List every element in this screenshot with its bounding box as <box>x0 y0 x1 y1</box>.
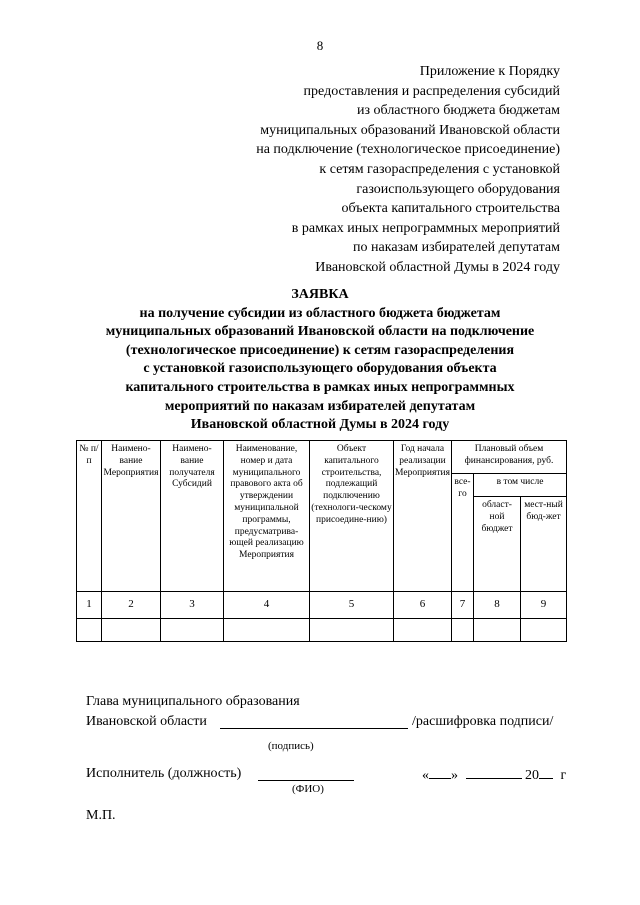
appendix-line: из областного бюджета бюджетам <box>357 103 560 119</box>
appendix-line: по наказам избирателей депутатам <box>353 240 560 256</box>
page-number: 8 <box>316 38 324 53</box>
appendix-line: газоиспользующего оборудования <box>356 181 560 197</box>
table-cell[interactable] <box>310 619 394 642</box>
column-number: 4 <box>224 592 310 619</box>
document-title <box>40 286 600 435</box>
head-region: Ивановской области <box>86 714 207 729</box>
header-event-name: Наимено-вание Мероприятия <box>102 441 161 592</box>
header-total: все-го <box>452 474 474 592</box>
header-recipient: Наимено-вание получателя Субсидий <box>161 441 224 592</box>
column-number: 5 <box>310 592 394 619</box>
appendix-line: Приложение к Порядку <box>419 64 560 79</box>
appendix-line: Ивановской областной Думы в 2024 году <box>315 259 560 275</box>
header-start-year: Год начала реализации Мероприятия <box>394 441 452 592</box>
table-cell[interactable] <box>394 619 452 642</box>
column-number: 8 <box>474 592 521 619</box>
executor-label: Исполнитель (должность) <box>86 766 242 781</box>
signature-decoding-label: /расшифровка подписи/ <box>412 714 554 729</box>
appendix-line: на подключение (технологическое присоединение) <box>256 142 560 158</box>
table-cell[interactable] <box>102 619 161 642</box>
appendix-line: муниципальных образований Ивановской области <box>260 122 560 138</box>
title-heading: ЗАЯВКА <box>291 287 349 302</box>
table-cell[interactable] <box>77 619 102 642</box>
column-number: 2 <box>102 592 161 619</box>
appendix-line: предоставления и распределения субсидий <box>303 83 560 99</box>
table-row-numbers <box>77 592 567 619</box>
header-object: Объект капитального строительства, подлежащий подключению (технологи-ческому присоедине-нию) <box>310 441 394 592</box>
header-including: в том числе <box>474 474 567 497</box>
stamp-place: М.П. <box>86 808 116 823</box>
column-number: 6 <box>394 592 452 619</box>
header-number: № п/п <box>77 441 102 592</box>
table-cell[interactable] <box>452 619 474 642</box>
date-field[interactable] <box>422 766 566 784</box>
date-quote-close: » <box>451 768 458 783</box>
fio-caption: (ФИО) <box>292 783 324 795</box>
header-legal-act: Наименование, номер и дата муниципального правового акта об утверждении муниципальной программы, предусматрива-ющей реализацию Мероприятия <box>224 441 310 592</box>
column-number: 1 <box>77 592 102 619</box>
executor-name-line[interactable] <box>258 768 354 781</box>
table-cell[interactable] <box>521 619 567 642</box>
table-cell[interactable] <box>474 619 521 642</box>
header-local-budget: мест-ный бюд-жет <box>521 497 567 592</box>
title-line: капитального строительства в рамках иных непрограммных <box>125 379 515 395</box>
table-cell[interactable] <box>224 619 310 642</box>
year-suffix: г <box>560 768 567 783</box>
appendix-line: к сетям газораспределения с установкой <box>319 161 560 177</box>
table-cell[interactable] <box>161 619 224 642</box>
signature-caption: (подпись) <box>268 740 314 752</box>
title-line: Ивановской областной Думы в 2024 году <box>190 417 450 433</box>
header-regional-budget: област-ной бюджет <box>474 497 521 592</box>
appendix-line: в рамках иных непрограммных мероприятий <box>291 220 560 236</box>
title-line: муниципальных образований Ивановской области на подключение <box>105 324 535 340</box>
header-planned-financing: Плановый объем финансирования, руб. <box>452 441 567 474</box>
title-line: мероприятий по наказам избирателей депутатам <box>164 398 476 414</box>
column-number: 9 <box>521 592 567 619</box>
year-prefix: 20 <box>525 768 539 783</box>
column-number: 7 <box>452 592 474 619</box>
column-number: 3 <box>161 592 224 619</box>
title-line: с установкой газоиспользующего оборудования объекта <box>143 361 497 377</box>
head-title: Глава муниципального образования <box>86 694 300 709</box>
title-line: на получение субсидии из областного бюджета бюджетам <box>139 305 501 321</box>
signature-line[interactable] <box>220 716 408 729</box>
day-line[interactable] <box>429 766 451 779</box>
month-line[interactable] <box>466 766 522 779</box>
title-line: (технологическое присоединение) к сетям газораспределения <box>125 342 515 358</box>
year-line[interactable] <box>539 766 553 779</box>
date-quote-open: « <box>422 768 429 783</box>
application-table <box>76 440 567 642</box>
appendix-line: объекта капитального строительства <box>341 201 560 217</box>
table-row <box>77 619 567 642</box>
appendix-block <box>140 62 560 278</box>
